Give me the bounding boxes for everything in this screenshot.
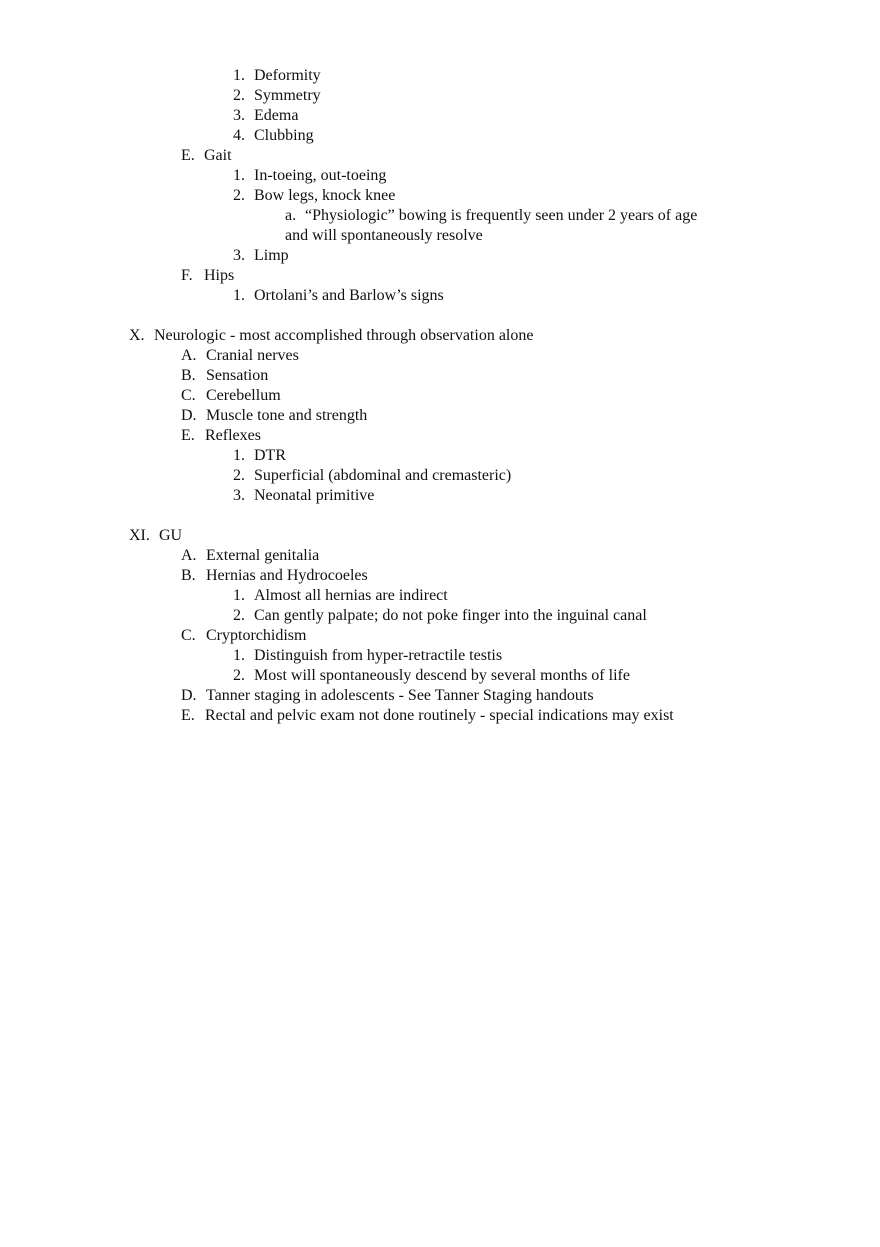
list-item-text: and will spontaneously resolve <box>285 227 483 244</box>
list-item-text: External genitalia <box>206 547 320 564</box>
list-item-text: Cryptorchidism <box>206 627 307 644</box>
list-marker: 2. <box>233 87 245 104</box>
list-item <box>181 706 674 726</box>
list-item <box>233 186 395 206</box>
list-item-text: Neonatal primitive <box>254 487 375 504</box>
list-item-text: Most will spontaneously descend by several months of life <box>254 667 630 684</box>
list-item-text: Symmetry <box>254 87 321 104</box>
list-marker: A. <box>181 547 197 564</box>
list-marker: C. <box>181 627 196 644</box>
list-item <box>233 106 298 126</box>
list-marker: D. <box>181 407 197 424</box>
list-marker: A. <box>181 347 197 364</box>
list-item-text: DTR <box>254 447 286 464</box>
list-item <box>233 646 502 666</box>
list-marker: 3. <box>233 247 245 264</box>
list-item <box>233 446 286 466</box>
list-marker: 2. <box>233 607 245 624</box>
list-item <box>181 386 281 406</box>
sub-list-item <box>285 206 697 226</box>
section-title: GU <box>159 527 183 544</box>
list-marker: 2. <box>233 667 245 684</box>
list-item-text: Rectal and pelvic exam not done routinely - special indications may exist <box>205 707 674 724</box>
list-item <box>181 366 268 386</box>
list-marker: 3. <box>233 487 245 504</box>
list-item <box>233 586 448 606</box>
list-marker: 1. <box>233 167 245 184</box>
list-marker: 2. <box>233 187 245 204</box>
sub-list-item-continuation <box>285 226 483 246</box>
list-marker: 1. <box>233 587 245 604</box>
list-marker: B. <box>181 567 196 584</box>
list-item-text: Tanner staging in adolescents - See Tanner Staging handouts <box>206 687 594 704</box>
outline-heading-hips <box>181 266 234 286</box>
list-item-text: Reflexes <box>205 427 261 444</box>
list-marker: E. <box>181 707 195 724</box>
list-item-text: Deformity <box>254 67 321 84</box>
list-item <box>233 286 444 306</box>
list-item <box>233 126 314 146</box>
list-item <box>233 666 630 686</box>
list-item-text: Almost all hernias are indirect <box>254 587 448 604</box>
list-item <box>181 546 319 566</box>
list-item <box>233 486 374 506</box>
list-item-text: “Physiologic” bowing is frequently seen under 2 years of age <box>305 207 698 224</box>
list-item-text: Ortolani’s and Barlow’s signs <box>254 287 444 304</box>
list-marker: 3. <box>233 107 245 124</box>
list-item-text: Clubbing <box>254 127 314 144</box>
list-marker: a. <box>285 207 297 224</box>
list-marker: 1. <box>233 447 245 464</box>
list-item-text: In-toeing, out-toeing <box>254 167 387 184</box>
list-item <box>181 406 367 426</box>
list-item <box>233 606 647 626</box>
list-item <box>233 246 289 266</box>
outline-heading-gait <box>181 146 232 166</box>
list-marker: C. <box>181 387 196 404</box>
section-heading-gu <box>129 526 182 546</box>
list-item-text: Sensation <box>206 367 269 384</box>
list-item-text: Cranial nerves <box>206 347 299 364</box>
list-item-text: Muscle tone and strength <box>206 407 368 424</box>
list-item <box>181 626 306 646</box>
list-item-text: Limp <box>254 247 289 264</box>
list-marker: 1. <box>233 287 245 304</box>
list-item <box>233 466 511 486</box>
list-marker: 4. <box>233 127 245 144</box>
list-item-text: Superficial (abdominal and cremasteric) <box>254 467 512 484</box>
list-marker: E. <box>181 427 195 444</box>
list-marker: F. <box>181 267 193 284</box>
list-marker: B. <box>181 367 196 384</box>
list-marker: E. <box>181 147 195 164</box>
list-item-text: Edema <box>254 107 299 124</box>
list-item <box>181 686 594 706</box>
list-marker: 2. <box>233 467 245 484</box>
section-heading-neurologic <box>129 326 533 346</box>
list-marker: 1. <box>233 647 245 664</box>
list-item-text: Gait <box>204 147 232 164</box>
list-item-text: Hips <box>204 267 235 284</box>
list-item-text: Cerebellum <box>206 387 281 404</box>
list-item-text: Distinguish from hyper-retractile testis <box>254 647 503 664</box>
list-item <box>233 166 386 186</box>
list-item-text: Can gently palpate; do not poke finger into the inguinal canal <box>254 607 647 624</box>
list-item <box>181 426 261 446</box>
list-marker: 1. <box>233 67 245 84</box>
list-item <box>233 86 321 106</box>
list-marker: XI. <box>129 527 150 544</box>
list-item-text: Hernias and Hydrocoeles <box>206 567 368 584</box>
list-item <box>181 346 299 366</box>
list-marker: X. <box>129 327 145 344</box>
list-item-text: Bow legs, knock knee <box>254 187 396 204</box>
list-marker: D. <box>181 687 197 704</box>
list-item <box>233 66 321 86</box>
section-title: Neurologic - most accomplished through observation alone <box>154 327 534 344</box>
list-item <box>181 566 368 586</box>
